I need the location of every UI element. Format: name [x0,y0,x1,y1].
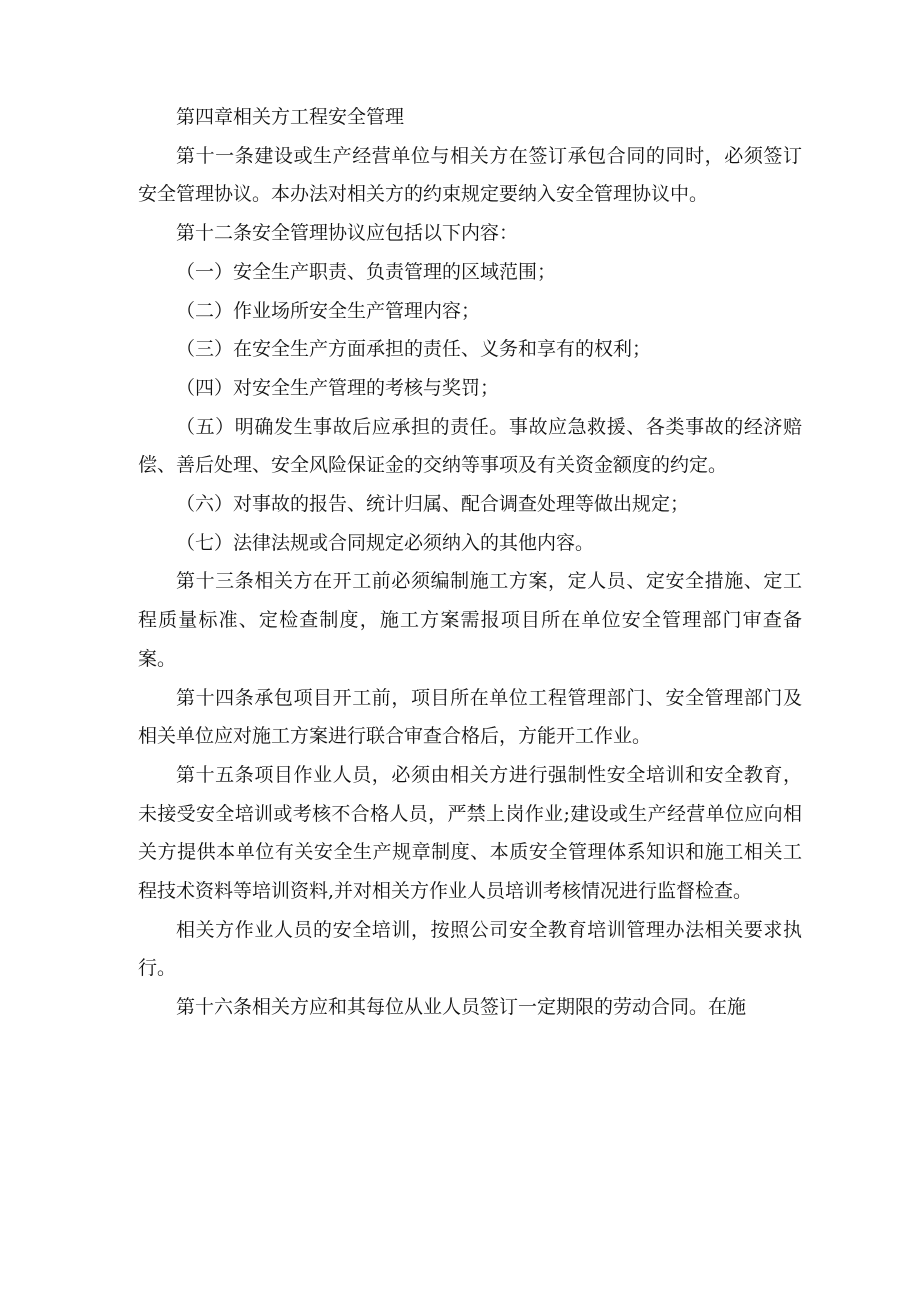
article-13: 第十三条相关方在开工前必须编制施工方案，定人员、定安全措施、定工程质量标准、定检查制度，施工方案需报项目所在单位安全管理部门审查备案。 [138,570,802,670]
document-page [138,98,802,1027]
item-6: （六）对事故的报告、统计归属、配合调查处理等做出规定； [176,493,690,516]
article-16: 第十六条相关方应和其每位从业人员签订一定期限的劳动合同。在施 [176,996,747,1019]
article-15: 第十五条项目作业人员，必须由相关方进行强制性安全培训和安全教育，未接受安全培训或考核不合格人员，严禁上岗作业;建设或生产经营单位应向相关方提供本单位有关安全生产规章制度、本质安全管理体系知识和施工相关工程技术资料等培训资料,并对相关方作业人员培训考核情况进行监督检查。 [138,763,802,903]
item-7: （七）法律法规或合同规定必须纳入的其他内容。 [176,531,595,554]
item-4: （四）对安全生产管理的考核与奖罚； [176,376,500,399]
item-3: （三）在安全生产方面承担的责任、义务和享有的权利； [176,338,652,361]
article-14: 第十四条承包项目开工前，项目所在单位工程管理部门、安全管理部门及相关单位应对施工方案进行联合审查合格后，方能开工作业。 [138,686,802,748]
item-5: （五）明确发生事故后应承担的责任。事故应急救援、各类事故的经济赔偿、善后处理、安全风险保证金的交纳等事项及有关资金额度的约定。 [138,415,802,477]
article-11: 第十一条建设或生产经营单位与相关方在签订承包合同的同时，必须签订安全管理协议。本办法对相关方的约束规定要纳入安全管理协议中。 [138,144,802,206]
item-1: （一）安全生产职责、负责管理的区域范围； [176,260,557,283]
chapter-title: 第四章相关方工程安全管理 [176,106,405,128]
item-2: （二）作业场所安全生产管理内容； [176,299,481,322]
article-12: 第十二条安全管理协议应包括以下内容： [176,222,519,245]
article-15-note: 相关方作业人员的安全培训，按照公司安全教育培训管理办法相关要求执行。 [138,918,802,980]
